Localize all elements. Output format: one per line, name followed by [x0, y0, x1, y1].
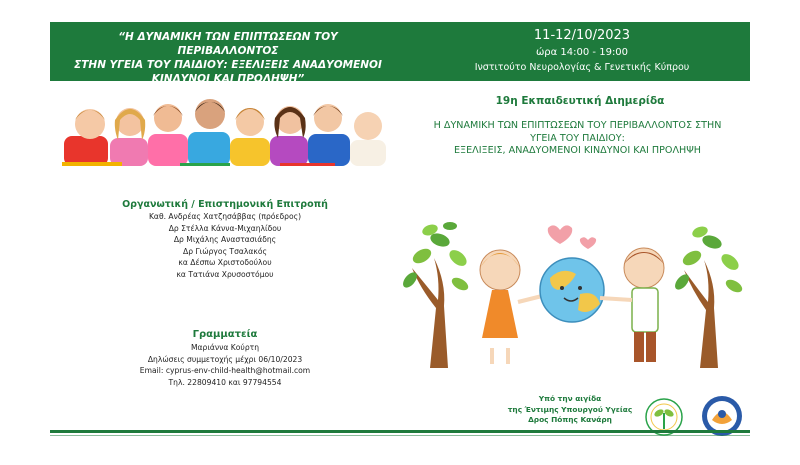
secretariat-name: Μαριάννα Κούρτη: [190, 343, 260, 352]
committee-member: Δρ Μιχάλης Αναστασιάδης: [173, 235, 277, 244]
event-title: [405, 120, 750, 158]
banner-title-line: ΣΤΗΝ ΥΓΕΙΑ ΤΟΥ ΠΑΙΔΙΟΥ: ΕΞΕΛΙΞΕΙΣ ΑΝΑΔΥΟΜΕΝΟΙ: [74, 59, 382, 71]
patronage-line: της Έντιμης Υπουργού Υγείας: [507, 404, 633, 414]
banner-title-line: “Η ΔΥΝΑΜΙΚΗ ΤΩΝ ΕΠΙΠΤΩΣΕΩΝ ΤΟΥ ΠΕΡΙΒΑΛΛΟΝΤΟΣ: [118, 31, 338, 57]
patronage-line: Δρος Πόπης Κανάρη: [528, 415, 612, 424]
left-tree-icon: [400, 222, 470, 368]
earth-children-illustration: [400, 218, 745, 368]
event-title-line: Η ΔΥΝΑΜΙΚΗ ΤΩΝ ΕΠΙΠΤΩΣΕΩΝ ΤΟΥ ΠΕΡΙΒΑΛΛΟΝΤΟΣ ΣΤΗΝ: [433, 120, 722, 131]
top-banner: [50, 22, 750, 85]
committee-member: κα Δέσπω Χριστοδούλου: [178, 258, 272, 267]
children-illustration: [60, 84, 390, 168]
committee-member: Καθ. Ανδρέας Χατζησάββας (πρόεδρος): [148, 212, 302, 221]
event-poster: [50, 22, 750, 440]
committee-member: Δρ Γιώργος Τσαλακός: [183, 246, 267, 256]
event-date: 11-12/10/2023: [533, 28, 631, 43]
event-venue: Ινστιτούτο Νευρολογίας & Γενετικής Κύπρου: [474, 62, 690, 73]
contact-phone: Τηλ. 22809410 και 97794554: [168, 377, 282, 387]
child-figures: [62, 99, 386, 166]
boy-figure: [600, 248, 664, 362]
contact-email: Email: cyprus-env-child-health@hotmail.com: [139, 366, 311, 375]
secretariat-section: [110, 328, 340, 388]
bottom-divider-thin: [50, 435, 750, 436]
committee-member: κα Τατιάνα Χρυσοστόμου: [176, 269, 274, 279]
banner-title-line: ΚΙΝΔΥΝΟΙ ΚΑΙ ΠΡΟΛΗΨΗ”: [151, 73, 305, 85]
committee-heading: Οργανωτική / Επιστημονική Επιτροπή: [122, 199, 328, 210]
committee-member: Δρ Στέλλα Κάννα-Μιχαηλίδου: [168, 223, 282, 233]
patronage-line: Υπό την αιγίδα: [538, 394, 602, 403]
right-tree-icon: [672, 225, 744, 368]
committee-section: [110, 198, 340, 280]
patronage-text: [470, 394, 670, 426]
hearts-icon: [548, 225, 596, 249]
registration-deadline: Δηλώσεις συμμετοχής μέχρι 06/10/2023: [147, 354, 303, 364]
event-edition: 19η Εκπαιδευτική Διημερίδα: [495, 95, 665, 107]
earth-globe-icon: [540, 258, 604, 322]
secretariat-heading: Γραμματεία: [192, 329, 258, 340]
event-title-line: ΕΞΕΛΙΞΕΙΣ, ΑΝΑΔΥΟΜΕΝΟΙ ΚΙΝΔΥΝΟΙ ΚΑΙ ΠΡΟΛΗΨΗ: [453, 145, 702, 156]
banner-title: [68, 30, 388, 86]
girl-figure: [480, 250, 550, 364]
bottom-divider: [50, 430, 750, 433]
event-title-line: ΥΓΕΙΑ ΤΟΥ ΠΑΙΔΙΟΥ:: [530, 132, 625, 144]
event-time: ώρα 14:00 - 19:00: [535, 47, 629, 58]
